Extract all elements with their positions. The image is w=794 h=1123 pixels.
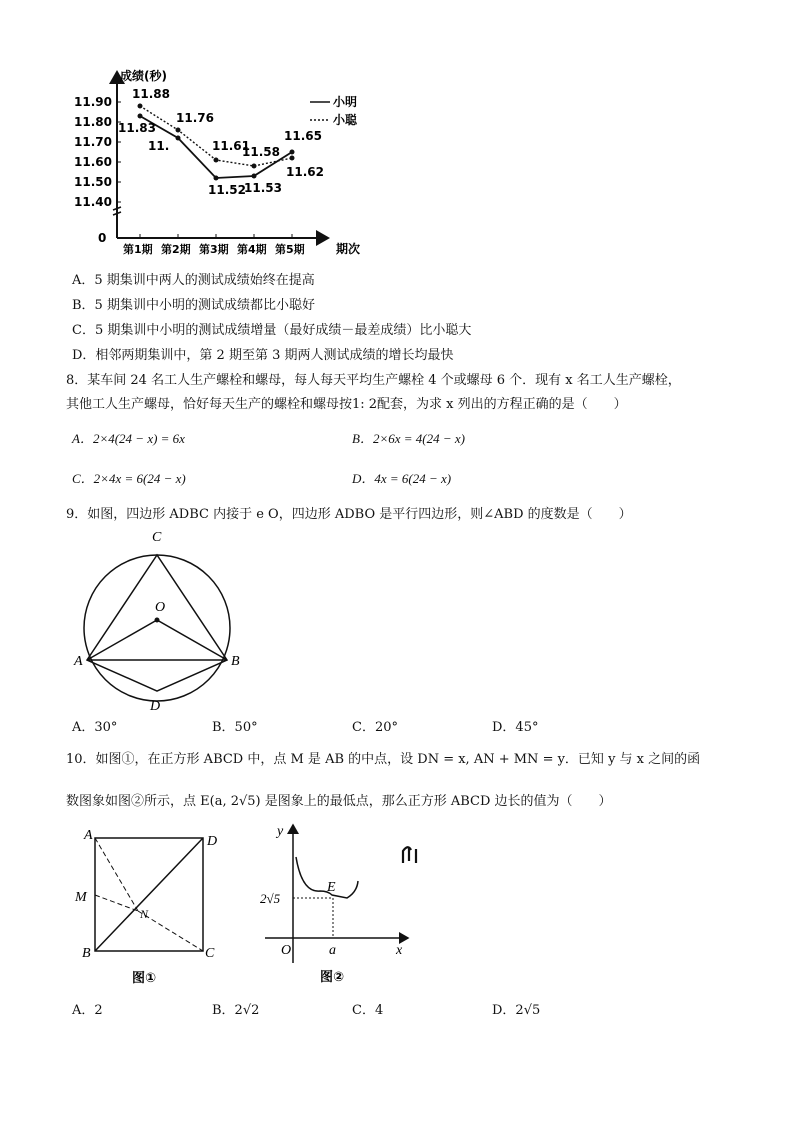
q9-stem: 9．如图，四边形 ADBC 内接于 e O，四边形 ADBO 是平行四边形，则∠ABD 的度数是（ ） — [66, 507, 632, 522]
q10-figure-2 — [250, 815, 420, 990]
q10-option-a: A．2 — [72, 1003, 103, 1018]
q10-option-b: B．2√2 — [212, 1003, 260, 1018]
x-axis-title: 期次 — [336, 242, 361, 256]
center-point — [155, 618, 160, 623]
x-tick-label: 第5期 — [275, 243, 305, 256]
data-point — [214, 158, 219, 163]
y-axis-title: 成绩(秒) — [120, 69, 167, 83]
diagonal-bd — [95, 838, 203, 951]
data-label: 11.62 — [286, 165, 324, 179]
data-label: 11.61 — [212, 139, 250, 153]
data-point — [252, 164, 257, 169]
y-tick-label: 11.40 — [74, 195, 112, 209]
q9-circle-figure — [70, 525, 250, 715]
fig1-label-m: M — [75, 890, 87, 905]
data-label: 11.52 — [208, 183, 246, 197]
data-point — [290, 156, 295, 161]
q8-option-b: B．2×6x = 4(24 − x) — [352, 431, 465, 446]
fig1-label-n: N — [140, 907, 149, 921]
y-tick-label: 11.90 — [74, 95, 112, 109]
fig2-label-x: x — [396, 943, 403, 958]
x-tick-label: 第1期 — [123, 243, 153, 256]
fig1-caption: 图① — [132, 971, 157, 986]
q8-option-a: A．2×4(24 − x) = 6x — [72, 431, 185, 446]
lines-ao-bo — [87, 620, 227, 660]
q10-option-d: D．2√5 — [492, 1003, 541, 1018]
q9-option-a: A．30° — [72, 720, 118, 735]
data-label: 11.83 — [118, 121, 156, 135]
q7-option-b: B．5 期集训中小明的测试成绩都比小聪好 — [72, 298, 315, 313]
y-tick-label: 11.60 — [74, 155, 112, 169]
x-tick-label: 第3期 — [199, 243, 229, 256]
data-point — [214, 176, 219, 181]
q8-option-d: D．4x = 6(24 − x) — [352, 471, 452, 486]
data-label: 11.53 — [244, 181, 282, 195]
q9-option-d: D．45° — [492, 720, 539, 735]
zero-label: 0 — [98, 231, 107, 245]
label-o: O — [155, 600, 166, 615]
legend-label: 小明 — [333, 95, 358, 109]
q8-stem-line1: 8．某车间 24 名工人生产螺栓和螺母，每人每天平均生产螺栓 4 个或螺母 6 个．现有 x 名工人生产螺栓， — [66, 373, 681, 388]
q7-option-c: C．5 期集训中小明的测试成绩增量（最好成绩－最差成绩）比小聪大 — [72, 323, 472, 338]
q7-option-d: D．相邻两期集训中，第 2 期至第 3 期两人测试成绩的增长均最快 — [72, 348, 454, 363]
label-d: D — [150, 699, 161, 714]
fig1-label-c: C — [205, 946, 215, 961]
scribble-mark — [400, 845, 424, 865]
fig2-label-a: a — [329, 943, 336, 958]
q10-option-c: C．4 — [352, 1003, 384, 1018]
y-tick-label: 11.70 — [74, 135, 112, 149]
data-point — [138, 114, 143, 119]
label-c: C — [152, 530, 162, 545]
label-b: B — [231, 654, 240, 669]
data-point — [176, 136, 181, 141]
q7-option-a: A．5 期集训中两人的测试成绩始终在提高 — [72, 273, 315, 288]
fig2-label-y: y — [277, 824, 284, 839]
fig1-label-b: B — [82, 946, 91, 961]
data-label: 11.88 — [132, 87, 170, 101]
fig2-caption: 图② — [320, 970, 345, 985]
fig1-label-d: D — [207, 834, 218, 849]
legend-label: 小聪 — [333, 113, 358, 127]
data-point — [138, 104, 143, 109]
data-label: 11.58 — [242, 145, 280, 159]
fig2-label-e: E — [327, 880, 336, 895]
q8-stem-line2: 其他工人生产螺母，恰好每天生产的螺栓和螺母按1: 2配套，为求 x 列出的方程正确的是（ ） — [66, 397, 627, 412]
x-tick-label: 第4期 — [237, 243, 267, 256]
fig2-label-o: O — [281, 943, 292, 958]
fig1-label-a: A — [84, 828, 93, 843]
data-label: 11.65 — [284, 129, 322, 143]
data-label: 11.76 — [176, 111, 214, 125]
data-label: 11. — [148, 139, 170, 153]
x-tick-label: 第2期 — [161, 243, 191, 256]
data-point — [290, 150, 295, 155]
data-point — [252, 174, 257, 179]
data-point — [176, 128, 181, 133]
quad-adbc — [87, 555, 227, 691]
segment-an — [95, 838, 138, 911]
q9-option-c: C．20° — [352, 720, 398, 735]
circle-o — [84, 555, 230, 701]
y-tick-label: 11.80 — [74, 115, 112, 129]
line-chart — [60, 60, 380, 260]
fig2-label-value: 2√5 — [260, 891, 281, 906]
q10-stem-line1: 10．如图①，在正方形 ABCD 中，点 M 是 AB 的中点，设 DN = x, AN + MN = y．已知 y 与 x 之间的函 — [66, 752, 701, 767]
y-tick-label: 11.50 — [74, 175, 112, 189]
q10-stem-line2: 数图象如图②所示，点 E(a, 2√5) 是图象上的最低点，那么正方形 ABCD 边长的值为（ ） — [66, 794, 612, 809]
q8-option-c: C．2×4x = 6(24 − x) — [72, 471, 186, 486]
q10-figure-1 — [70, 825, 230, 990]
segment-mn — [95, 895, 138, 911]
label-a: A — [74, 654, 83, 669]
q9-option-b: B．50° — [212, 720, 258, 735]
